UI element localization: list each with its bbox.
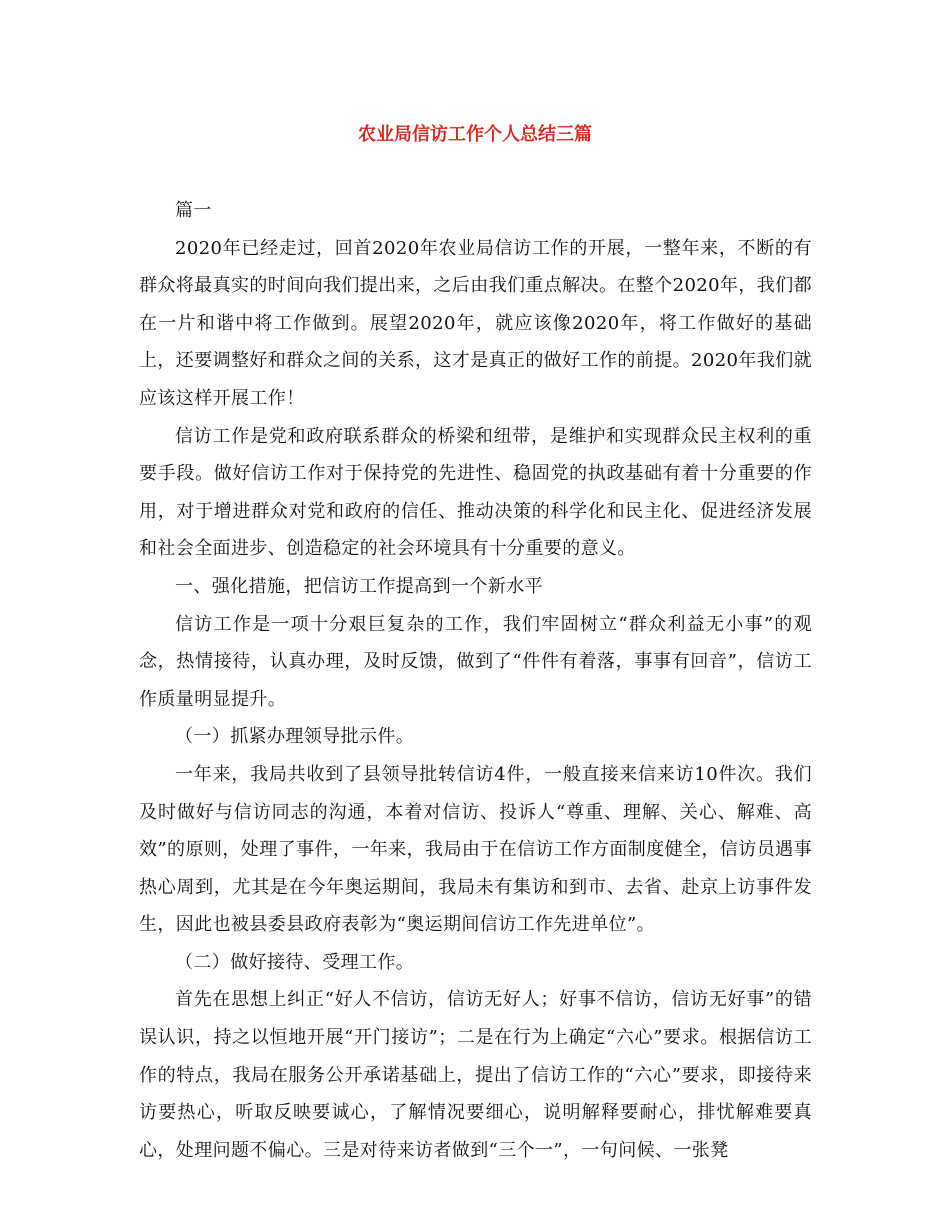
body-paragraph: 2020年已经走过，回首2020年农业局信访工作的开展，一整年来，不断的有群众将最真实的时间向我们提出来，之后由我们重点解决。在整个2020年，我们都在一片和谐中将工作做到。展望2020年，就应该像2020年，将工作做好的基础上，还要调整好和群众之间的关系，这才是真正的做好工作的前提。2020年我们就应该这样开展工作！ (139, 237, 813, 409)
body-paragraph: 首先在思想上纠正“好人不信访，信访无好人；好事不信访，信访无好事”的错误认识，持之以恒地开展“开门接访”；二是在行为上确定“六心”要求。根据信访工作的特点，我局在服务公开承诺基础上，提出了信访工作的“六心”要求，即接待来访要热心，听取反映要诚心，了解情况要细心，说明解释要耐心，排忧解难要真心，处理问题不偏心。三是对待来访者做到“三个一”，一句问候、一张凳 (139, 989, 812, 1161)
document-body (139, 192, 812, 1169)
body-paragraph: 一年来，我局共收到了县领导批转信访4件，一般直接来信来访10件次。我们及时做好与信访同志的沟通，本着对信访、投诉人“尊重、理解、关心、解难、高效”的原则，处理了事件，一年来，我局由于在信访工作方面制度健全，信访员遇事热心周到，尤其是在今年奥运期间，我局未有集访和到市、去省、赴京上访事件发生，因此也被县委县政府表彰为“奥运期间信访工作先进单位”。 (139, 763, 812, 936)
subsection-heading: （一）抓紧办理领导批示件。 (175, 726, 415, 748)
section-heading: 一、强化措施，把信访工作提高到一个新水平 (175, 575, 543, 597)
body-paragraph: 信访工作是党和政府联系群众的桥梁和纽带，是维护和实现群众民主权利的重要手段。做好信访工作对于保持党的先进性、稳固党的执政基础有着十分重要的作用，对于增进群众对党和政府的信任、推动决策的科学化和民主化、促进经济发展和社会全面进步、创造稳定的社会环境具有十分重要的意义。 (139, 425, 812, 560)
document-title: 农业局信访工作个人总结三篇 (358, 124, 592, 145)
subsection-heading: （二）做好接待、受理工作。 (175, 951, 415, 973)
body-paragraph: 信访工作是一项十分艰巨复杂的工作，我们牢固树立“群众利益无小事”的观念，热情接待，认真办理，及时反馈，做到了“件件有着落，事事有回音”，信访工作质量明显提升。 (139, 613, 812, 710)
section-label: 篇一 (175, 200, 212, 221)
